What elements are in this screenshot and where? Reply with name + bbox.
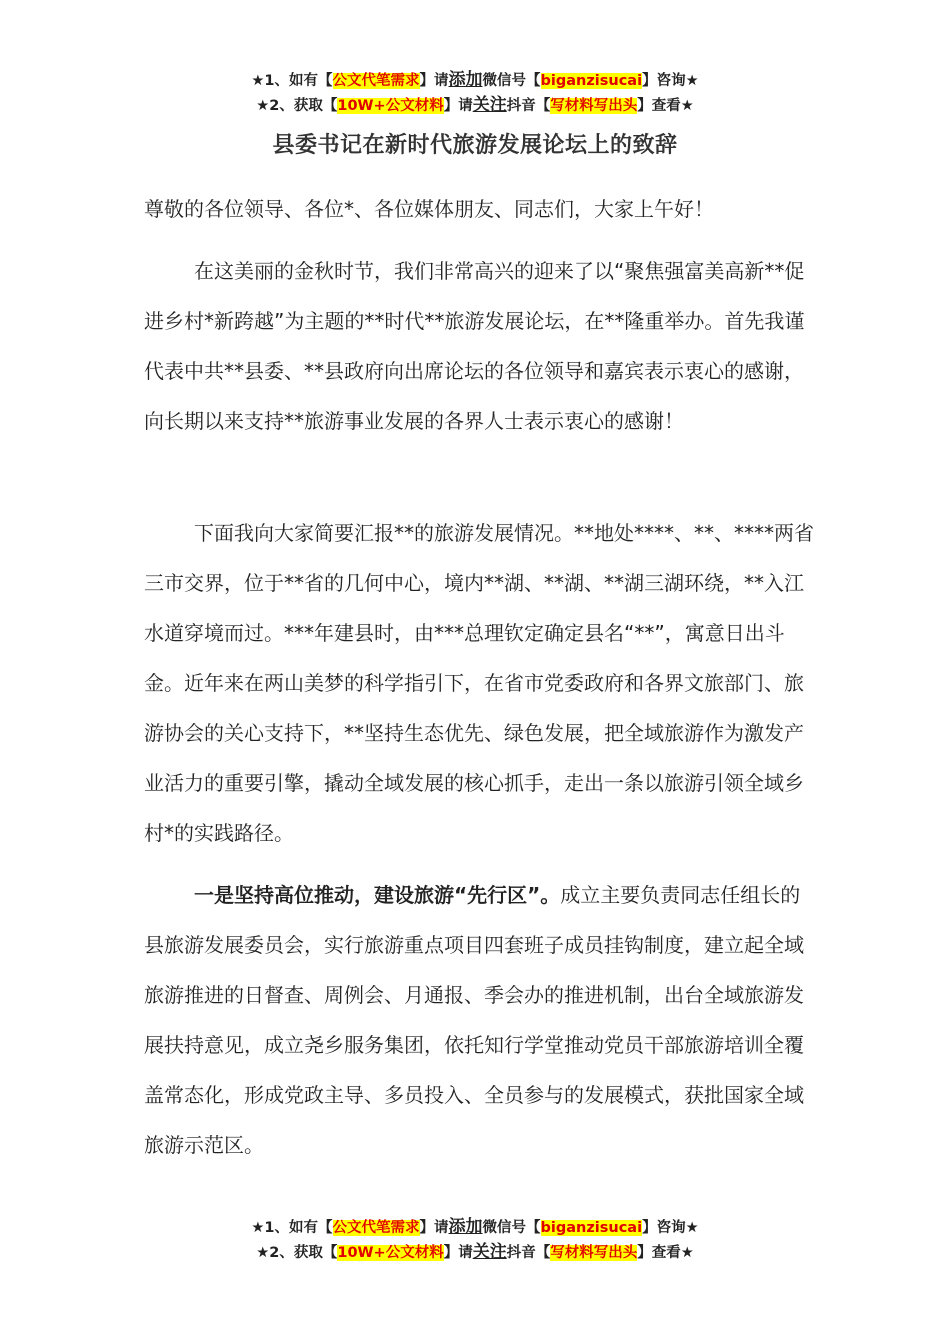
document-title: 县委书记在新时代旅游发展论坛上的致辞 <box>272 133 678 158</box>
promo-text: 】请 <box>443 98 473 114</box>
paragraph-3-text: 成立主要负责同志任组长的县旅游发展委员会，实行旅游重点项目四套班子成员挂钩制度，建立起全域旅游推进的日督查、周例会、月通报、季会办的推进机制，出台全域旅游发展扶持意见，成立尧乡服务集团，依托知行学堂推动党员干部旅游培训全覆盖常态化，形成党政主导、多员投入、全员参与的发展模式，获批国家全域旅游示范区。 <box>144 883 804 1157</box>
promo-line-1 <box>0 1215 950 1240</box>
promo-highlight: 公文代笔需求 <box>332 73 420 89</box>
promo-highlight: 10W+公文材料 <box>337 98 444 114</box>
promo-douyin-id: 写材料写出头 <box>550 1245 638 1261</box>
promo-text: ★1、如有【 <box>251 73 333 89</box>
promo-text: ★2、获取【 <box>256 98 338 114</box>
promo-line-2 <box>0 93 950 118</box>
paragraph-1: 在这美丽的金秋时节，我们非常高兴的迎来了以“聚焦强富美高新**促进乡村*新跨越”为主题的**时代**旅游发展论坛，在**隆重举办。首先我谨代表中共**县委、**县政府向出席论坛的各位领导和嘉宾表示衷心的感谢，向长期以来支持**旅游事业发展的各界人士表示衷心的感谢！ <box>144 259 805 433</box>
promo-emphasis: 添加 <box>448 1217 483 1237</box>
promo-emphasis: 关注 <box>472 1242 507 1262</box>
bottom-promo-banner <box>0 1215 950 1265</box>
paragraph-2-block <box>144 508 816 858</box>
paragraph-3-block <box>144 870 816 1170</box>
greeting: 尊敬的各位领导、各位*、各位媒体朋友、同志们，大家上午好！ <box>144 197 714 221</box>
promo-wechat-id: biganzisucai <box>540 73 643 89</box>
paragraph-2: 下面我向大家简要汇报**的旅游发展情况。**地处****、**、****两省三市交界，位于**省的几何中心，境内**湖、**湖、**湖三湖环绕，**入江水道穿境而过。***年建县时，由***总理钦定确定县名“**”，寓意日出斗金。近年来在两山美梦的科学指引下，在省市党委政府和各界文旅部门、旅游协会的关心支持下，**坚持生态优先、绿色发展，把全域旅游作为激发产业活力的重要引擎，撬动全域发展的核心抓手，走出一条以旅游引领全域乡村*的实践路径。 <box>144 521 814 845</box>
paragraph-3 <box>144 870 816 1170</box>
promo-line-1 <box>0 68 950 93</box>
promo-text: ★2、获取【 <box>256 1245 338 1261</box>
promo-highlight: 10W+公文材料 <box>337 1245 444 1261</box>
promo-emphasis: 添加 <box>448 70 483 90</box>
promo-text: 抖音【 <box>506 1245 551 1261</box>
promo-text: 】请 <box>419 73 449 89</box>
promo-text: 】咨询★ <box>642 1220 699 1236</box>
promo-text: 】查看★ <box>637 1245 694 1261</box>
promo-douyin-id: 写材料写出头 <box>550 98 638 114</box>
promo-text: 】请 <box>443 1245 473 1261</box>
promo-wechat-id: biganzisucai <box>540 1220 643 1236</box>
promo-text: 】请 <box>419 1220 449 1236</box>
promo-emphasis: 关注 <box>472 95 507 115</box>
promo-highlight: 公文代笔需求 <box>332 1220 420 1236</box>
paragraph-1-block <box>144 246 816 446</box>
promo-text: 微信号【 <box>482 73 541 89</box>
promo-line-2 <box>0 1240 950 1265</box>
promo-text: 微信号【 <box>482 1220 541 1236</box>
top-promo-banner <box>0 68 950 118</box>
promo-text: 】咨询★ <box>642 73 699 89</box>
paragraph-3-heading: 一是坚持高位推动，建设旅游“先行区”。 <box>194 883 561 907</box>
promo-text: ★1、如有【 <box>251 1220 333 1236</box>
promo-text: 】查看★ <box>637 98 694 114</box>
document-body <box>144 184 816 234</box>
promo-text: 抖音【 <box>506 98 551 114</box>
